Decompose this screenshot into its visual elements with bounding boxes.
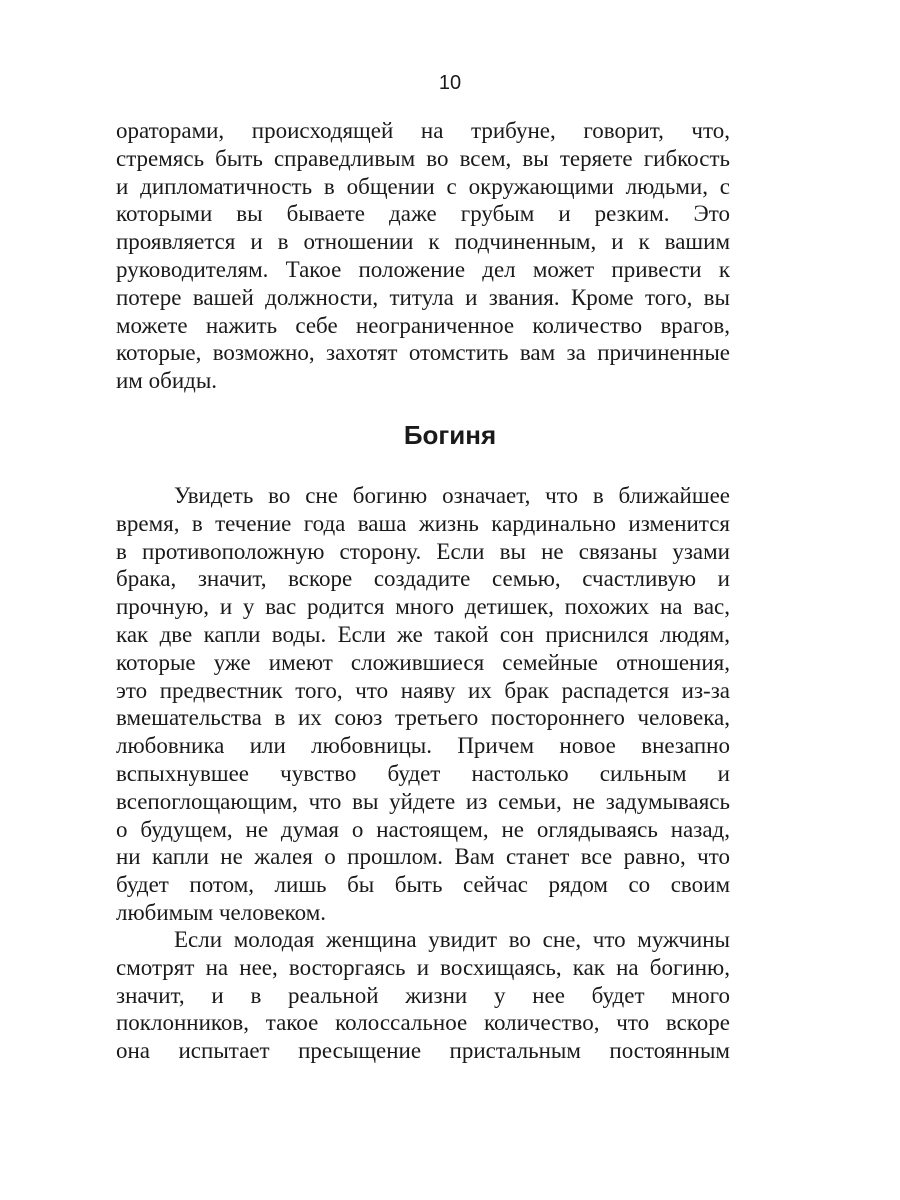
text-line: смотрят на нее, восторгаясь и восхищаясь, как на богиню, [116, 954, 730, 980]
text-line: любимым человеком. [116, 899, 327, 925]
text-line: поклонников, такое колоссальное количество, что вскоре [116, 1010, 730, 1036]
text-line: любовника или любовницы. Причем новое внезапно [116, 733, 730, 759]
text-line: брака, значит, вскоре создадите семью, счастливую и [116, 566, 730, 592]
text-line: ораторами, происходящей на трибуне, говорит, что, [116, 118, 730, 143]
text-line: о будущем, не думая о настоящем, не оглядываясь назад, [116, 816, 730, 842]
text-line: всепоглощающим, что вы уйдете из семьи, не задумываясь [116, 788, 730, 814]
paragraph-goddess-1 [116, 482, 730, 927]
text-line: потере вашей должности, титула и звания. Кроме того, вы [116, 284, 730, 310]
text-line: им обиды. [116, 368, 218, 394]
paragraph-goddess-2 [116, 926, 730, 1065]
text-line: руководителям. Такое положение дел может привести к [116, 256, 730, 282]
text-line: время, в течение года ваша жизнь кардинально изменится [116, 510, 730, 536]
text-line: проявляется и в отношении к подчиненным, и к вашим [116, 229, 730, 255]
text-line: она испытает пресыщение пристальным постоянным [116, 1038, 730, 1064]
text-line: будет потом, лишь бы быть сейчас рядом со своим [116, 872, 730, 898]
text-line: вмешательства в их союз третьего постороннего человека, [116, 705, 730, 731]
text-line: и дипломатичность в общении с окружающими людьми, с [116, 173, 730, 199]
text-line: значит, и в реальной жизни у нее будет много [116, 982, 730, 1008]
text-line: ни капли не жалея о прошлом. Вам станет все равно, что [116, 844, 730, 870]
text-line: Увидеть во сне богиню означает, что в ближайшее [174, 483, 730, 508]
page-number: 10 [438, 72, 462, 94]
text-line: стремясь быть справедливым во всем, вы теряете гибкость [116, 145, 730, 171]
paragraph-continued [116, 117, 730, 395]
text-line: вспыхнувшее чувство будет настолько сильным и [116, 760, 730, 786]
text-line: Если молодая женщина увидит во сне, что мужчины [174, 927, 730, 952]
text-line: это предвестник того, что наяву их брак распадется из-за [116, 677, 730, 703]
section-heading: Богиня [403, 420, 497, 450]
text-line: прочную, и у вас родится много детишек, похожих на вас, [116, 594, 730, 620]
text-line: которые, возможно, захотят отомстить вам за причиненные [116, 340, 730, 366]
text-line: в противоположную сторону. Если вы не связаны узами [116, 538, 730, 564]
text-line: которые уже имеют сложившиеся семейные отношения, [116, 649, 730, 675]
text-line: которыми вы бываете даже грубым и резким. Это [116, 201, 730, 227]
text-line: можете нажить себе неограниченное количество врагов, [116, 312, 730, 338]
text-line: как две капли воды. Если же такой сон приснился людям, [116, 621, 730, 647]
